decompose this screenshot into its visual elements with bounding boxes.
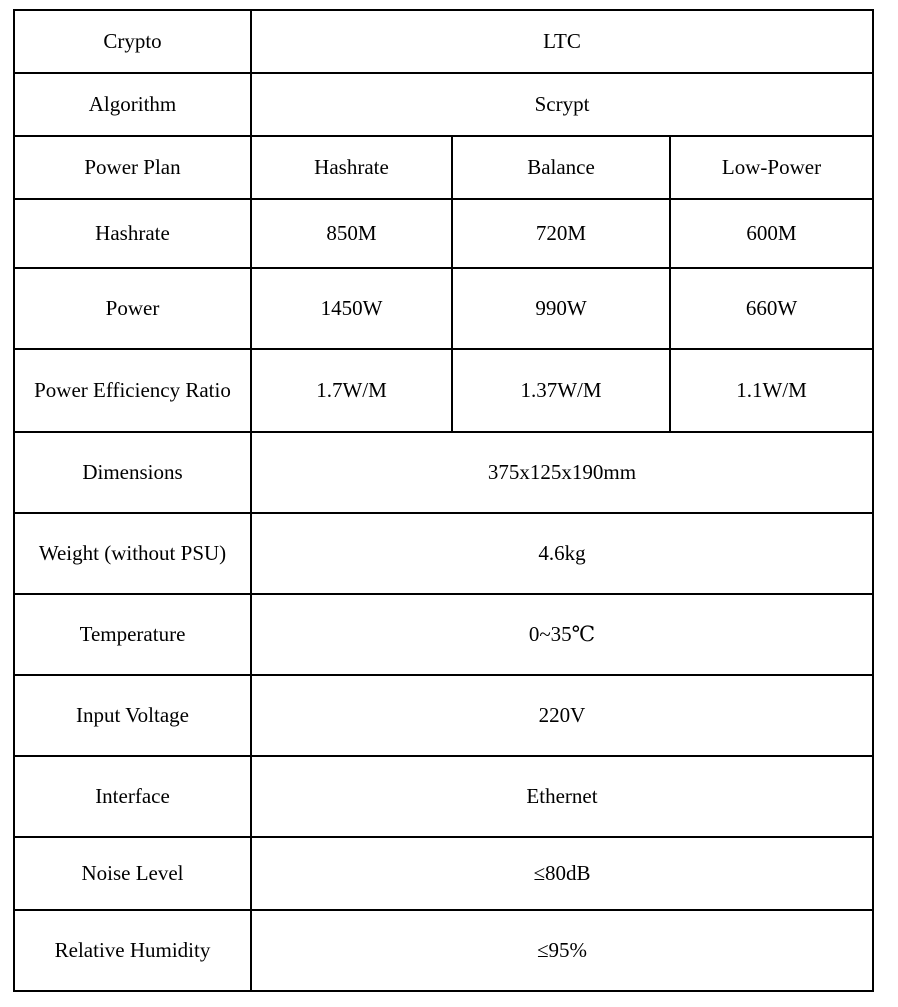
humidity-value: ≤95% [251, 910, 873, 991]
power-balance-plan: 990W [452, 268, 670, 349]
row-label-power-plan: Power Plan [14, 136, 251, 199]
table-row-temperature [14, 594, 873, 675]
power-low-power-plan: 660W [670, 268, 873, 349]
row-label-temperature: Temperature [14, 594, 251, 675]
row-label-noise: Noise Level [14, 837, 251, 910]
noise-value: ≤80dB [251, 837, 873, 910]
table-row-efficiency [14, 349, 873, 432]
row-label-interface: Interface [14, 756, 251, 837]
power-plan-hashrate: Hashrate [251, 136, 452, 199]
table-row-crypto [14, 10, 873, 73]
table-row-interface [14, 756, 873, 837]
table-row-input-voltage [14, 675, 873, 756]
table-row-noise [14, 837, 873, 910]
table-row-humidity [14, 910, 873, 991]
hashrate-balance-plan: 720M [452, 199, 670, 268]
table-row-power [14, 268, 873, 349]
hashrate-hashrate-plan: 850M [251, 199, 452, 268]
table-row-power-plan [14, 136, 873, 199]
efficiency-low-power-plan: 1.1W/M [670, 349, 873, 432]
power-plan-low-power: Low-Power [670, 136, 873, 199]
table-row-weight [14, 513, 873, 594]
dimensions-value: 375x125x190mm [251, 432, 873, 513]
interface-value: Ethernet [251, 756, 873, 837]
weight-value: 4.6kg [251, 513, 873, 594]
row-label-dimensions: Dimensions [14, 432, 251, 513]
row-label-humidity: Relative Humidity [14, 910, 251, 991]
spec-table [13, 9, 874, 992]
hashrate-low-power-plan: 600M [670, 199, 873, 268]
row-label-input-voltage: Input Voltage [14, 675, 251, 756]
row-label-hashrate: Hashrate [14, 199, 251, 268]
row-label-efficiency: Power Efficiency Ratio [14, 349, 251, 432]
input-voltage-value: 220V [251, 675, 873, 756]
table-row-algorithm [14, 73, 873, 136]
row-label-algorithm: Algorithm [14, 73, 251, 136]
table-row-hashrate [14, 199, 873, 268]
table-row-dimensions [14, 432, 873, 513]
algorithm-value: Scrypt [251, 73, 873, 136]
power-plan-balance: Balance [452, 136, 670, 199]
efficiency-hashrate-plan: 1.7W/M [251, 349, 452, 432]
row-label-crypto: Crypto [14, 10, 251, 73]
power-hashrate-plan: 1450W [251, 268, 452, 349]
row-label-weight: Weight (without PSU) [14, 513, 251, 594]
temperature-value: 0~35℃ [251, 594, 873, 675]
efficiency-balance-plan: 1.37W/M [452, 349, 670, 432]
crypto-value: LTC [251, 10, 873, 73]
row-label-power: Power [14, 268, 251, 349]
